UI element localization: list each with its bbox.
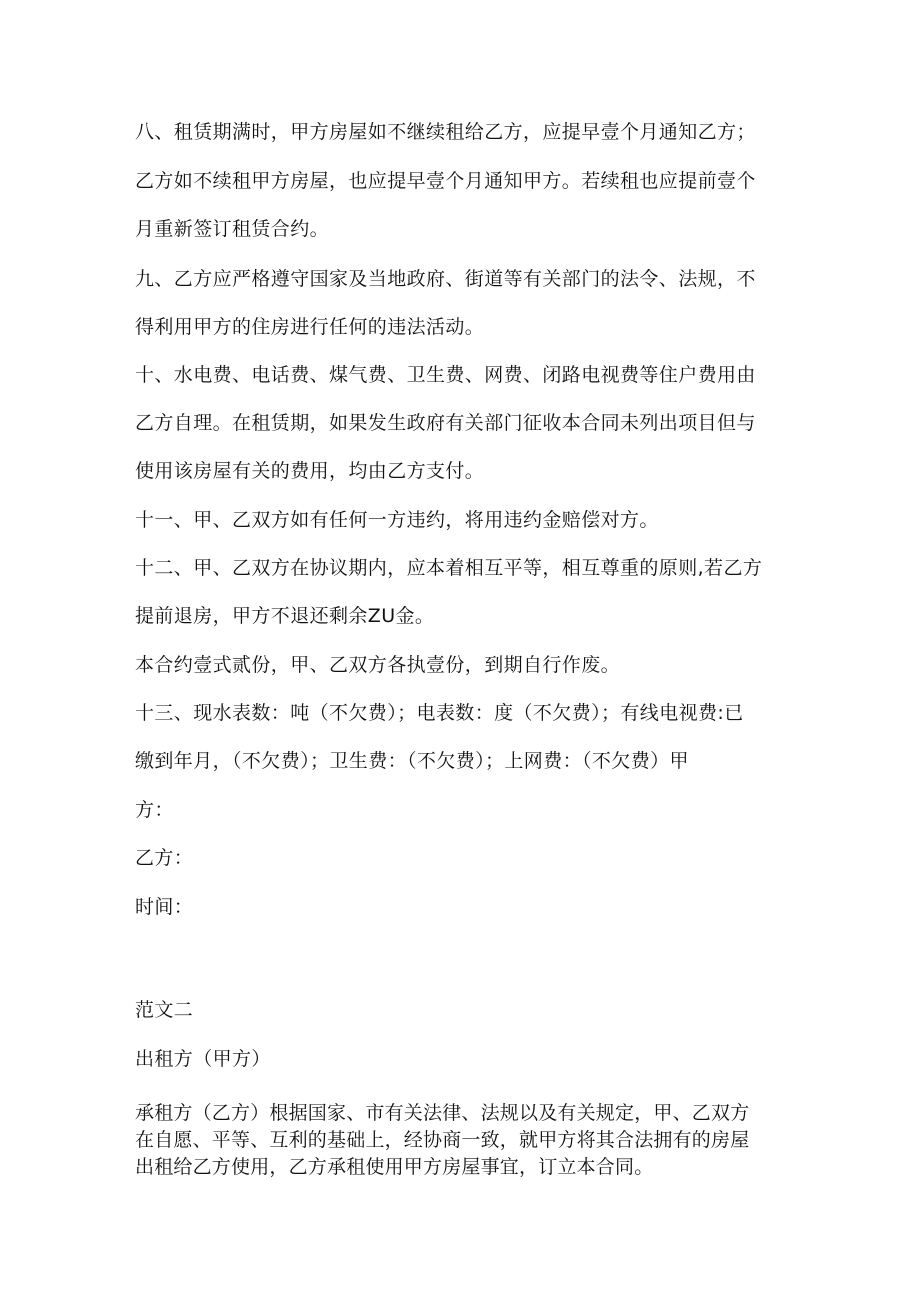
time-label: 时间： [135,896,194,918]
party-b-label: 乙方： [135,847,194,869]
clause-11-line-1: 十一、甲、乙双方如有任何一方违约，将用违约金赔偿对方。 [135,509,659,531]
clause-8-line-1: 八、租赁期满时，甲方房屋如不继续租给乙方，应提早壹个月通知乙方； [135,121,756,143]
clause-9-line-2: 得利用甲方的住房进行任何的违法活动。 [135,316,485,338]
lessor-label: 出租方（甲方） [135,1048,271,1070]
intro-line-3: 出租给乙方使用，乙方承租使用甲方房屋事宜，订立本合同。 [135,1156,654,1178]
clause-13-line-2: 缴到年月，（不欠费）；卫生费：（不欠费）；上网费：（不欠费）甲 [135,750,689,772]
clause-10-line-1: 十、水电费、电话费、煤气费、卫生费、网费、闭路电视费等住户费用由 [135,364,756,386]
intro-line-1: 承租方（乙方）根据国家、市有关法律、法规以及有关规定，甲、乙双方 [135,1102,750,1124]
sample-heading: 范文二 [135,999,194,1021]
clause-12-line-1: 十二、甲、乙双方在协议期内，应本着相互平等，相互尊重的原则,若乙方 [135,557,763,579]
clause-13-line-3: 方： [135,799,174,821]
clause-12-line-2: 提前退房，甲方不退还剩余ZU金。 [135,605,435,627]
clause-10-line-3: 使用该房屋有关的费用，均由乙方支付。 [135,460,485,482]
copies-note: 本合约壹式贰份，甲、乙双方各执壹份，到期自行作废。 [135,654,621,676]
clause-13-line-1: 十三、现水表数：吨（不欠费）；电表数：度（不欠费）；有线电视费:已 [135,702,744,724]
intro-line-2: 在自愿、平等、互利的基础上，经协商一致，就甲方将其合法拥有的房屋 [135,1129,750,1151]
clause-8-line-3: 月重新签订租赁合约。 [135,218,330,240]
clause-9-line-1: 九、乙方应严格遵守国家及当地政府、街道等有关部门的法令、法规，不 [135,268,756,290]
clause-8-line-2: 乙方如不续租甲方房屋，也应提早壹个月通知甲方。若续租也应提前壹个 [135,170,756,192]
clause-10-line-2: 乙方自理。在租赁期，如果发生政府有关部门征收本合同未列出项目但与 [135,412,756,434]
